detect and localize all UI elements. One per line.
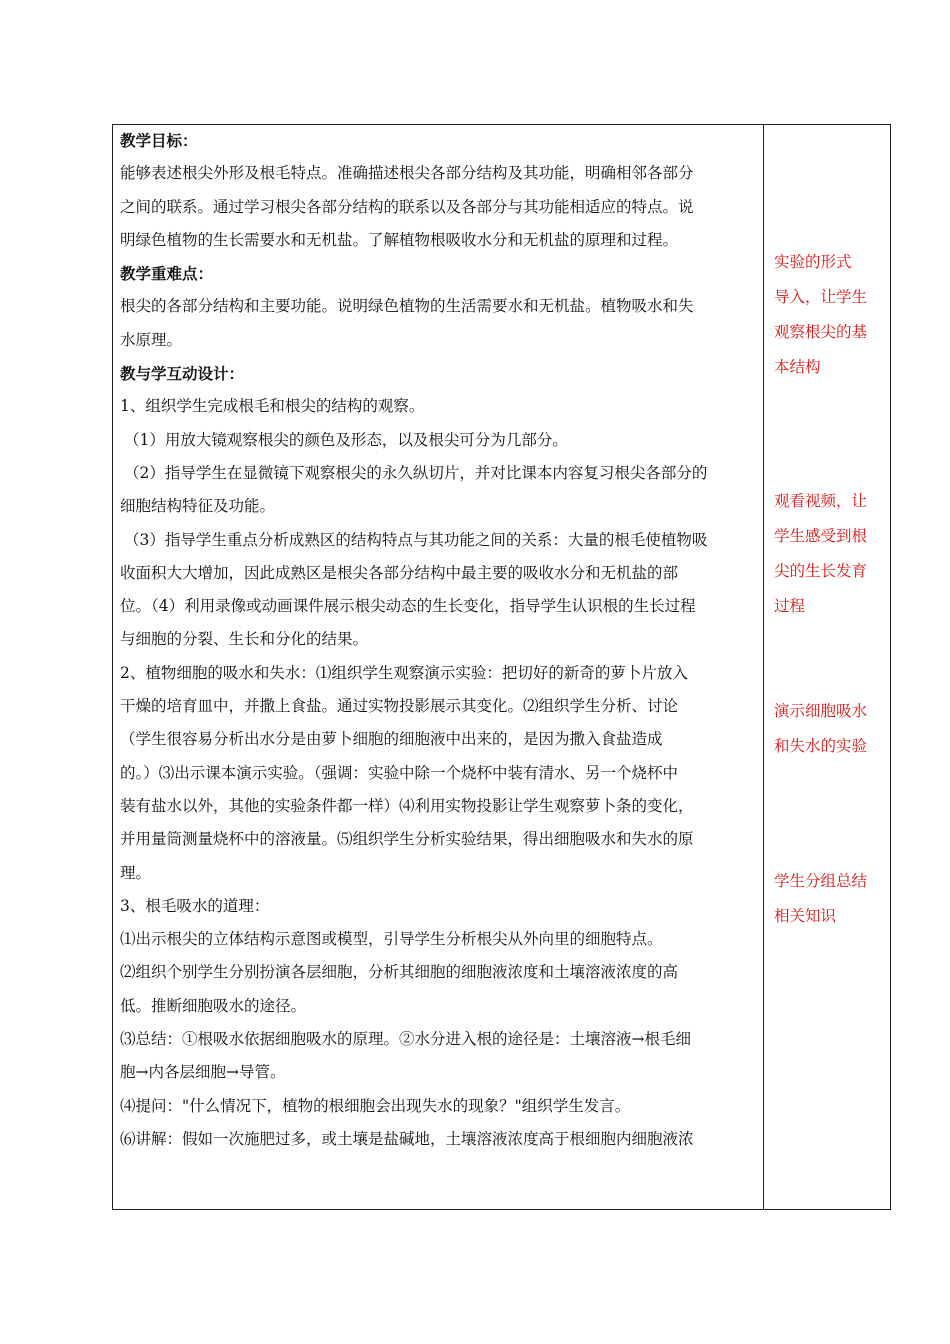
key-points-heading: 教学重难点： [120, 264, 214, 284]
section3-p3-line: 胞→内各层细胞→导管。 [120, 1063, 286, 1082]
side-note-line: 学生感受到根 [774, 527, 868, 545]
side-note-2 [774, 484, 884, 624]
section1-item1: （1）用放大镜观察根尖的颜色及形态，以及根尖可分为几部分。 [124, 430, 568, 449]
section1-item3-line: （3）指导学生重点分析成熟区的结构特点与其功能之间的关系：大量的根毛使植物吸 [124, 530, 708, 549]
goals-heading: 教学目标： [120, 131, 198, 150]
column-divider [763, 124, 764, 1210]
side-note-line: 学生分组总结 [774, 872, 868, 890]
side-note-line: 观察根尖的基 [774, 323, 868, 341]
side-note-line: 观看视频，让 [774, 492, 868, 510]
section2-line: 2、植物细胞的吸水和失水：⑴组织学生观察演示实验：把切好的新奇的萝卜片放入 [120, 663, 688, 682]
section2-line: 理。 [120, 863, 152, 882]
goals-line: 之间的联系。通过学习根尖各部分结构的联系以及各部分与其功能相适应的特点。说 [120, 197, 694, 216]
side-note-3 [774, 694, 884, 764]
section1-item2-line: 细胞结构特征及功能。 [120, 497, 276, 516]
section2-line: 并用量筒测量烧杯中的溶液量。⑸组织学生分析实验结果，得出细胞吸水和失水的原 [120, 830, 694, 849]
side-note-line: 相关知识 [774, 907, 837, 925]
key-points-line: 根尖的各部分结构和主要功能。说明绿色植物的生活需要水和无机盐。植物吸水和失 [120, 297, 694, 316]
side-note-1 [774, 245, 884, 385]
side-note-line: 演示细胞吸水 [774, 702, 868, 720]
section1-item3-line: 与细胞的分裂、生长和分化的结果。 [120, 630, 369, 649]
side-note-line: 本结构 [774, 358, 821, 376]
side-note-line: 和失水的实验 [774, 737, 868, 755]
section1-title: 1、组织学生完成根毛和根尖的结构的观察。 [120, 397, 425, 416]
section3-p3-line: ⑶总结：①根吸水依据细胞吸水的原理。②水分进入根的途径是：土壤溶液→根毛细 [120, 1030, 691, 1049]
section1-item2-line: （2）指导学生在显微镜下观察根尖的永久纵切片，并对比课本内容复习根尖各部分的 [124, 463, 708, 482]
section2-line: 装有盐水以外，其他的实验条件都一样）⑷利用实物投影让学生观察萝卜条的变化， [120, 796, 694, 815]
side-note-line: 导入，让学生 [774, 288, 868, 306]
section3-p2-line: 低。推断细胞吸水的途径。 [120, 996, 307, 1015]
lesson-content-column [120, 124, 760, 1208]
section1-item3-line: 位。（4）利用录像或动画课件展示根尖动态的生长变化，指导学生认识根的生长过程 [120, 597, 696, 616]
goals-line: 明绿色植物的生长需要水和无机盐。了解植物根吸收水分和无机盐的原理和过程。 [120, 230, 679, 249]
section3-p2-line: ⑵组织个别学生分别扮演各层细胞，分析其细胞的细胞液浓度和土壤溶液浓度的高 [120, 963, 679, 982]
section1-item3-line: 收面积大大增加，因此成熟区是根尖各部分结构中最主要的吸收水分和无机盐的部 [120, 563, 679, 582]
section2-line: （学生很容易分析出水分是由萝卜细胞的细胞液中出来的，是因为撒入食盐造成 [120, 730, 663, 749]
key-points-line: 水原理。 [120, 330, 183, 349]
interaction-heading: 教与学互动设计： [120, 364, 245, 384]
section3-p5: ⑹讲解：假如一次施肥过多，或土壤是盐碱地，土壤溶液浓度高于根细胞内细胞液浓 [120, 1129, 694, 1148]
section2-line: 的。）⑶出示课本演示实验。（强调：实验中除一个烧杯中装有清水、另一个烧杯中 [120, 763, 679, 782]
side-note-line: 实验的形式 [774, 253, 852, 271]
section2-line: 干燥的培育皿中，并撒上食盐。通过实物投影展示其变化。⑵组织学生分析、讨论 [120, 697, 679, 716]
goals-line: 能够表述根尖外形及根毛特点。准确描述根尖各部分结构及其功能，明确相邻各部分 [120, 164, 694, 183]
side-note-4 [774, 864, 884, 934]
section3-p4: ⑷提问："什么情况下，植物的根细胞会出现失水的现象？"组织学生发言。 [120, 1096, 631, 1115]
section3-p1: ⑴出示根尖的立体结构示意图或模型，引导学生分析根尖从外向里的细胞特点。 [120, 930, 663, 949]
section3-title: 3、根毛吸水的道理： [120, 896, 270, 915]
side-note-line: 尖的生长发育 [774, 562, 868, 580]
side-note-line: 过程 [774, 597, 806, 615]
